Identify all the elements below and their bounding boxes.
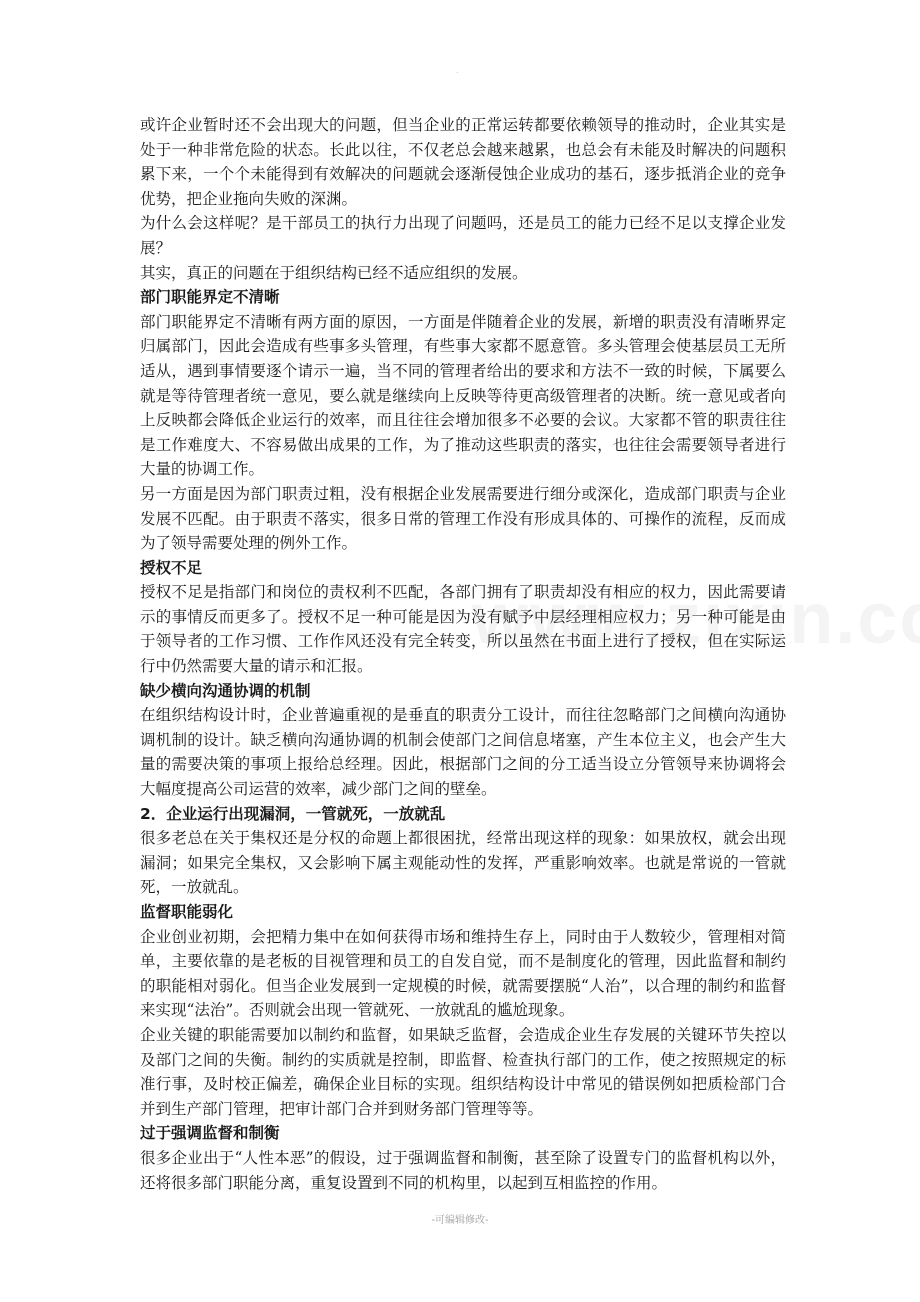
paragraph: 企业创业初期，会把精力集中在如何获得市场和维持生存上，同时由于人数较少，管理相对简单，主要依靠的是老板的目视管理和员工的自发自觉，而不是制度化的管理，因此监督和制约的职能相对弱化。但当企业发展到一定规模的时候，就需要摆脱“人治”，以合理的制约和监督来实现“法治”。否则就会出现一管就死、一放就乱的尴尬现象。 xyxy=(140,927,786,1020)
paragraph: 或许企业暂时还不会出现大的问题，但当企业的正常运转都要依赖领导的推动时，企业其实是处于一种非常危险的状态。长此以往，不仅老总会越来越累，也总会有未能及时解决的问题积累下来，一个个未能得到有效解决的问题就会逐渐侵蚀企业成功的基石，逐步抵消企业的竞争优势，把企业拖向失败的深渊。 xyxy=(140,116,786,208)
paragraph: 授权不足是指部门和岗位的责权利不匹配，各部门拥有了职责却没有相应的权力，因此需要请示的事情反而更多了。授权不足一种可能是因为没有赋予中层经理相应权力；另一种可能是由于领导者的工作习惯、工作作风还没有完全转变，所以虽然在书面上进行了授权，但在实际运行中仍然需要大量的请示和汇报。 xyxy=(140,583,786,676)
section-heading: 2．企业运行出现漏洞，一管就死，一放就乱 xyxy=(140,804,446,823)
section-heading: 监督职能弱化 xyxy=(140,903,234,921)
top-mark: . xyxy=(456,66,459,75)
section-heading: 授权不足 xyxy=(140,558,203,577)
paragraph: 很多企业出于“人性本恶”的假设，过于强调监督和制衡，甚至除了设置专门的监督机构以外，还将很多部门职能分离，重复设置到不同的机构里，以起到互相监控的作用。 xyxy=(140,1148,786,1192)
paragraph: 部门职能界定不清晰有两方面的原因，一方面是伴随着企业的发展，新增的职责没有清晰界定归属部门，因此会造成有些事多头管理，有些事大家都不愿意管。多头管理会使基层员工无所适从，遇到事情要逐个请示一遍，当不同的管理者给出的要求和方法不一致的时候，下属要么就是等待管理者统一意见，要么就是继续向上反映等待更高级管理者的决断。统一意见或者向上反映都会降低企业运行的效率，而且往往会增加很多不必要的会议。大家都不管的职责往往是工作难度大、不容易做出成果的工作，为了推动这些职责的落实，也往往会需要领导者进行大量的协调工作。 xyxy=(140,312,786,479)
section-heading: 过于强调监督和制衡 xyxy=(140,1124,280,1143)
paragraph: 为什么会这样呢？是干部员工的执行力出现了问题吗，还是员工的能力已经不足以支撑企业发展？ xyxy=(140,214,786,257)
paragraph: 另一方面是因为部门职责过粗，没有根据企业发展需要进行细分或深化，造成部门职责与企业发展不匹配。由于职责不落实，很多日常的管理工作没有形成具体的、可操作的流程，反而成为了领导需要处理的例外工作。 xyxy=(140,484,786,553)
paragraph: 企业关键的职能需要加以制约和监督，如果缺乏监督，会造成企业生存发展的关键环节失控以及部门之间的失衡。制约的实质就是控制，即监督、检查执行部门的工作，使之按照规定的标准行事，及时校正偏差，确保企业目标的实现。组织结构设计中常见的错误例如把质检部门合并到生产部门管理，把审计部门合并到财务部门管理等等。 xyxy=(140,1025,786,1118)
paragraph: 其实，真正的问题在于组织结构已经不适应组织的发展。 xyxy=(140,263,528,282)
paragraph: 很多老总在关于集权还是分权的命题上都很困扰，经常出现这样的现象：如果放权，就会出现漏洞；如果完全集权，又会影响下属主观能动性的发挥，严重影响效率。也就是常说的一管就死，一放就乱。 xyxy=(140,829,786,897)
document-body xyxy=(140,113,786,1195)
section-heading: 缺少横向沟通协调的机制 xyxy=(140,681,311,700)
paragraph: 在组织结构设计时，企业普遍重视的是垂直的职责分工设计，而往往忽略部门之间横向沟通协调机制的设计。缺乏横向沟通协调的机制会使部门之间信息堵塞，产生本位主义，也会产生大量的需要决策的事项上报给总经理。因此，根据部门之间的分工适当设立分管领导来协调将会大幅度提高公司运营的效率，减少部门之间的壁垒。 xyxy=(140,706,786,799)
section-heading: 部门职能界定不清晰 xyxy=(140,288,280,307)
page-footer: -可编辑修改- xyxy=(431,1215,489,1226)
